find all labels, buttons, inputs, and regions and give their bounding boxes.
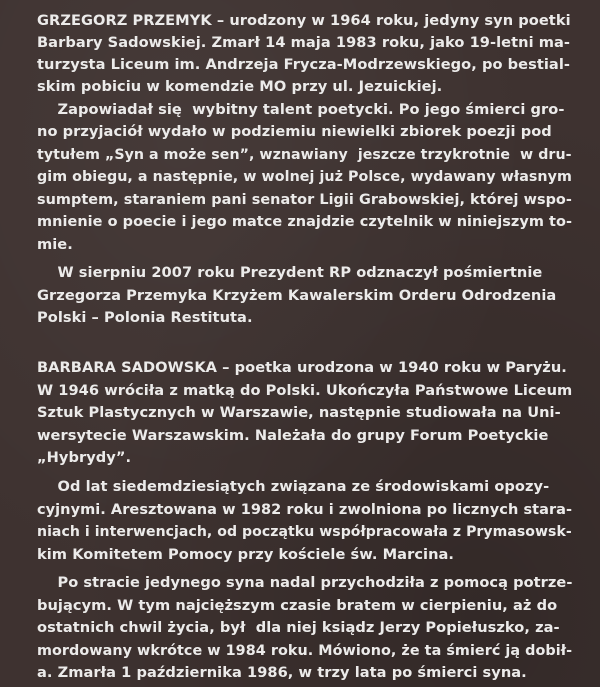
text-line: a. Zmarła 1 października 1986, w trzy lata po śmierci syna. — [37, 664, 527, 681]
text-line: GRZEGORZ PRZEMYK – urodzony w 1964 roku, jedyny syn poetki — [37, 12, 571, 29]
text-line: „Hybrydy”. — [37, 449, 132, 466]
text-line: BARBARA SADOWSKA – poetka urodzona w 1940 roku w Paryżu. — [37, 359, 567, 376]
text-line: no przyjaciół wydało w podziemiu niewielki zbiorek poezji pod — [37, 123, 552, 140]
text-line: Polski – Polonia Restituta. — [37, 309, 253, 326]
text-line: gim obiegu, a następnie, w wolnej już Polsce, wydawany własnym — [37, 168, 572, 185]
text-line: turzysta Liceum im. Andrzeja Frycza-Modrzewskiego, po bestial- — [37, 56, 570, 73]
text-line: mordowany wkrótce w 1984 roku. Mówiono, że ta śmierć ją dobił- — [37, 642, 573, 659]
text-line: kim Komitetem Pomocy przy kościele św. Marcina. — [37, 546, 455, 563]
text-line: cyjnymi. Aresztowana w 1982 roku i zwolniona po licznych stara- — [37, 501, 573, 518]
text-line: Grzegorza Przemyka Krzyżem Kawalerskim Orderu Odrodzenia — [37, 287, 557, 304]
text-line: sumptem, staraniem pani senator Ligii Grabowskiej, której wspo- — [37, 191, 572, 208]
text-line: Od lat siedemdziesiątych związana ze środowiskami opozy- — [37, 478, 550, 495]
text-line: mnienie o poecie i jego matce znajdzie czytelnik w niniejszym to- — [37, 213, 573, 230]
text-line: W sierpniu 2007 roku Prezydent RP odznaczył pośmiertnie — [37, 264, 543, 281]
text-line: skim pobiciu w komendzie MO przy ul. Jezuickiej. — [37, 78, 443, 95]
text-line: tytułem „Syn a może sen”, wznawiany jeszcze trzykrotnie w dru- — [37, 146, 572, 163]
text-line: Zapowiadał się wybitny talent poetycki. Po jego śmierci gro- — [37, 101, 565, 118]
text-line: bującym. W tym najcięższym czasie bratem w cierpieniu, aż do — [37, 597, 558, 614]
text-line: Sztuk Plastycznych w Warszawie, następnie studiowała na Uni- — [37, 404, 561, 421]
text-line: wersytecie Warszawskim. Należała do grupy Forum Poetyckie — [37, 427, 549, 444]
text-line: ostatnich chwil życia, był dla niej ksiądz Jerzy Popiełuszko, za- — [37, 619, 560, 636]
text-line: niach i interwencjach, od początku współpracowała z Prymasowsk- — [37, 523, 572, 540]
text-line: Po stracie jedynego syna nadal przychodziła z pomocą potrze- — [37, 574, 573, 591]
text-line: W 1946 wróciła z matką do Polski. Ukończyła Państwowe Liceum — [37, 382, 573, 399]
text-line: mie. — [37, 236, 73, 253]
text-line: Barbary Sadowskiej. Zmarł 14 maja 1983 roku, jako 19-letni ma- — [37, 34, 571, 51]
